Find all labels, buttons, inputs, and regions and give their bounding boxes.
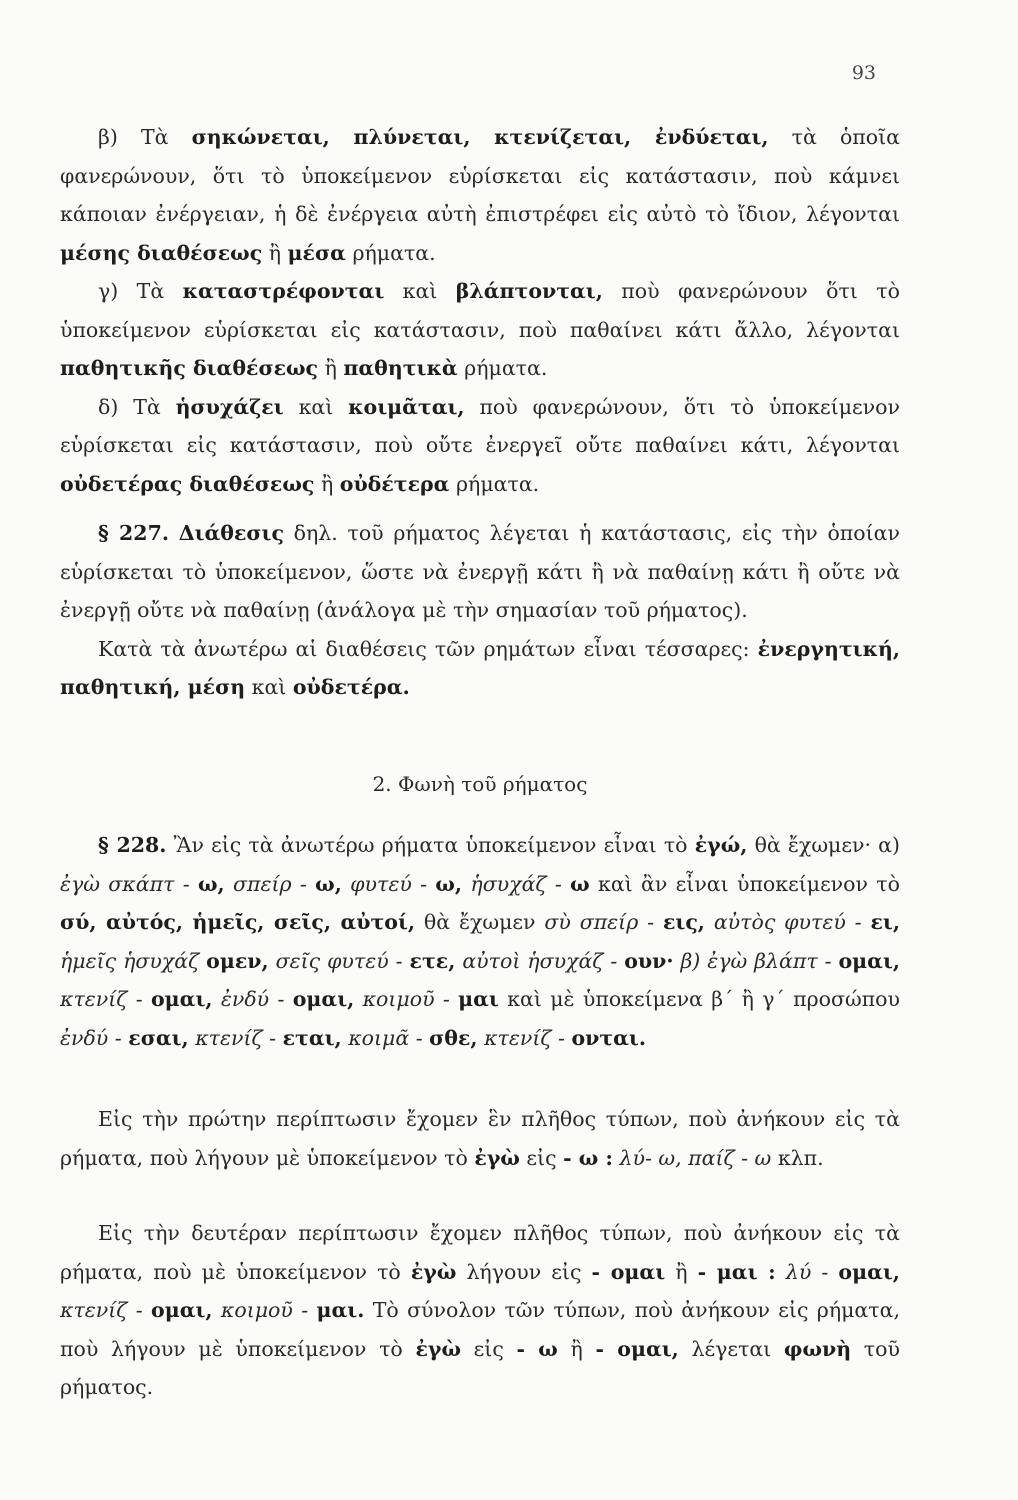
- paragraph-beta: β) Τὰ σηκώνεται, πλύνεται, κτενίζεται, ἐνδύεται, τὰ ὁποῖα φανερώνουν, ὅτι τὸ ὑποκείμενον εὑρίσκεται εἰς κατάστασιν, ποὺ κάμνει κάποιαν ἐνέργειαν, ἡ δὲ ἐνέργεια αὐτὴ ἐπιστρέφει εἰς αὐτὸ τὸ ἴδιον, λέγονται μέσης διαθέσεως ἢ μέσα ρήματα.: [60, 125, 900, 265]
- paragraph-228: § 228. Ἂν εἰς τὰ ἀνωτέρω ρήματα ὑποκείμενον εἶναι τὸ ἐγώ, θὰ ἔχωμεν· α) ἐγὼ σκάπτ - ω, σπείρ - ω, φυτεύ - ω, ἡσυχάζ - ω καὶ ἂν εἶναι ὑποκείμενον τὸ σύ, αὐτός, ἡμεῖς, σεῖς, αὐτοί, θὰ ἔχωμεν σὺ σπείρ - εις, αὐτὸς φυτεύ - ει, ἡμεῖς ἡσυχάζ ομεν, σεῖς φυτεύ - ετε, αὐτοὶ ἡσυχάζ - ουν· β) ἐγὼ βλάπτ - ομαι, κτενίζ - ομαι, ἐνδύ - ομαι, κοιμοῦ - μαι καὶ μὲ ὑποκείμενα β΄ ἢ γ΄ προσώπου ἐνδύ - εσαι, κτενίζ - εται, κοιμᾶ - σθε, κτενίζ - ονται.: [60, 833, 900, 1050]
- bold-term: μέσα: [287, 240, 346, 265]
- bold-term: οὐδετέρα.: [292, 675, 410, 699]
- paragraph-227-summary: Κατὰ τὰ ἀνωτέρω αἱ διαθέσεις τῶν ρημάτων εἶναι τέσσαρες: ἐνεργητική, παθητική, μέση καὶ οὐδετέρα.: [60, 636, 900, 699]
- section-number: § 227.: [98, 521, 169, 545]
- section-228-block: [60, 826, 900, 1057]
- paragraph-227: § 227. Διάθεσις δηλ. τοῦ ρήματος λέγεται ἡ κατάστασις, εἰς τὴν ὁποίαν εὑρίσκεται τὸ ὑποκείμενον, ὥστε νὰ ἐνεργῇ κάτι ἢ νὰ παθαίνῃ κάτι ἢ οὔτε νὰ ἐνεργῇ οὔτε νὰ παθαίνῃ (ἀνάλογα μὲ τὴν σημασίαν τοῦ ρήματος).: [60, 521, 900, 622]
- item-label: γ): [98, 279, 119, 303]
- bold-term: οὐδέτερα: [339, 471, 450, 496]
- bold-term: βλάπτονται,: [455, 279, 603, 303]
- section-heading: 2. Φωνὴ τοῦ ρήματος: [372, 772, 588, 796]
- diathesis-types-block: [60, 118, 900, 503]
- bold-term: οὐδετέρας διαθέσεως: [60, 471, 315, 496]
- bold-term: παθητικῆς διαθέσεως: [60, 356, 319, 380]
- first-case-block: [60, 1100, 900, 1177]
- bold-term: Διάθεσις: [178, 521, 284, 545]
- bold-term: καταστρέφονται: [182, 279, 385, 303]
- bold-term: ἡσυχάζει: [175, 394, 284, 419]
- bold-term: κοιμᾶται,: [348, 394, 465, 419]
- paragraph-second-case: Εἰς τὴν δευτέραν περίπτωσιν ἔχομεν πλῆθος τύπων, ποὺ ἀνήκουν εἰς τὰ ρήματα, ποὺ μὲ ὑποκείμενον τὸ ἐγὼ λήγουν εἰς - ομαι ἢ - μαι : λύ - ομαι, κτενίζ - ομαι, κοιμοῦ - μαι. Τὸ σύνολον τῶν τύπων, ποὺ ἀνήκουν εἰς ρήματα, ποὺ λήγουν μὲ ὑποκείμενον τὸ ἐγὼ εἰς - ω ἢ - ομαι, λέγεται φωνὴ τοῦ ρήματος.: [60, 1221, 900, 1399]
- bold-term: σηκώνεται, πλύνεται, κτενίζεται, ἐνδύεται,: [191, 125, 769, 149]
- paragraph-delta: δ) Τὰ ἡσυχάζει καὶ κοιμᾶται, ποὺ φανερώνουν, ὅτι τὸ ὑποκείμενον εὑρίσκεται εἰς κατάστασιν, ποὺ οὔτε ἐνεργεῖ οὔτε παθαίνει κάτι, λέγονται οὐδετέρας διαθέσεως ἢ οὐδέτερα ρήματα.: [60, 394, 900, 496]
- paragraph-gamma: γ) Τὰ καταστρέφονται καὶ βλάπτονται, ποὺ φανερώνουν ὅτι τὸ ὑποκείμενον εὑρίσκεται εἰς κατάστασιν, ποὺ παθαίνει κάτι ἄλλο, λέγονται παθητικῆς διαθέσεως ἢ παθητικὰ ρήματα.: [60, 279, 900, 380]
- item-label: β): [98, 125, 118, 149]
- section-227-block: [60, 514, 900, 707]
- paragraph-first-case: Εἰς τὴν πρώτην περίπτωσιν ἔχομεν ἓν πλῆθος τύπων, ποὺ ἀνήκουν εἰς τὰ ρήματα, ποὺ λήγουν μὲ ὑποκείμενον τὸ ἐγὼ εἰς - ω : λύ- ω, παίζ - ω κλπ.: [60, 1107, 900, 1170]
- bold-term: παθητικὰ: [343, 356, 458, 380]
- second-case-block: [60, 1214, 900, 1407]
- bold-term: ἐνεργητική, παθητική, μέση: [60, 636, 900, 699]
- item-label: δ): [98, 394, 119, 419]
- page-number: 93: [851, 62, 876, 84]
- bold-term: μέσης διαθέσεως: [60, 240, 263, 265]
- section-number: § 228.: [98, 833, 167, 857]
